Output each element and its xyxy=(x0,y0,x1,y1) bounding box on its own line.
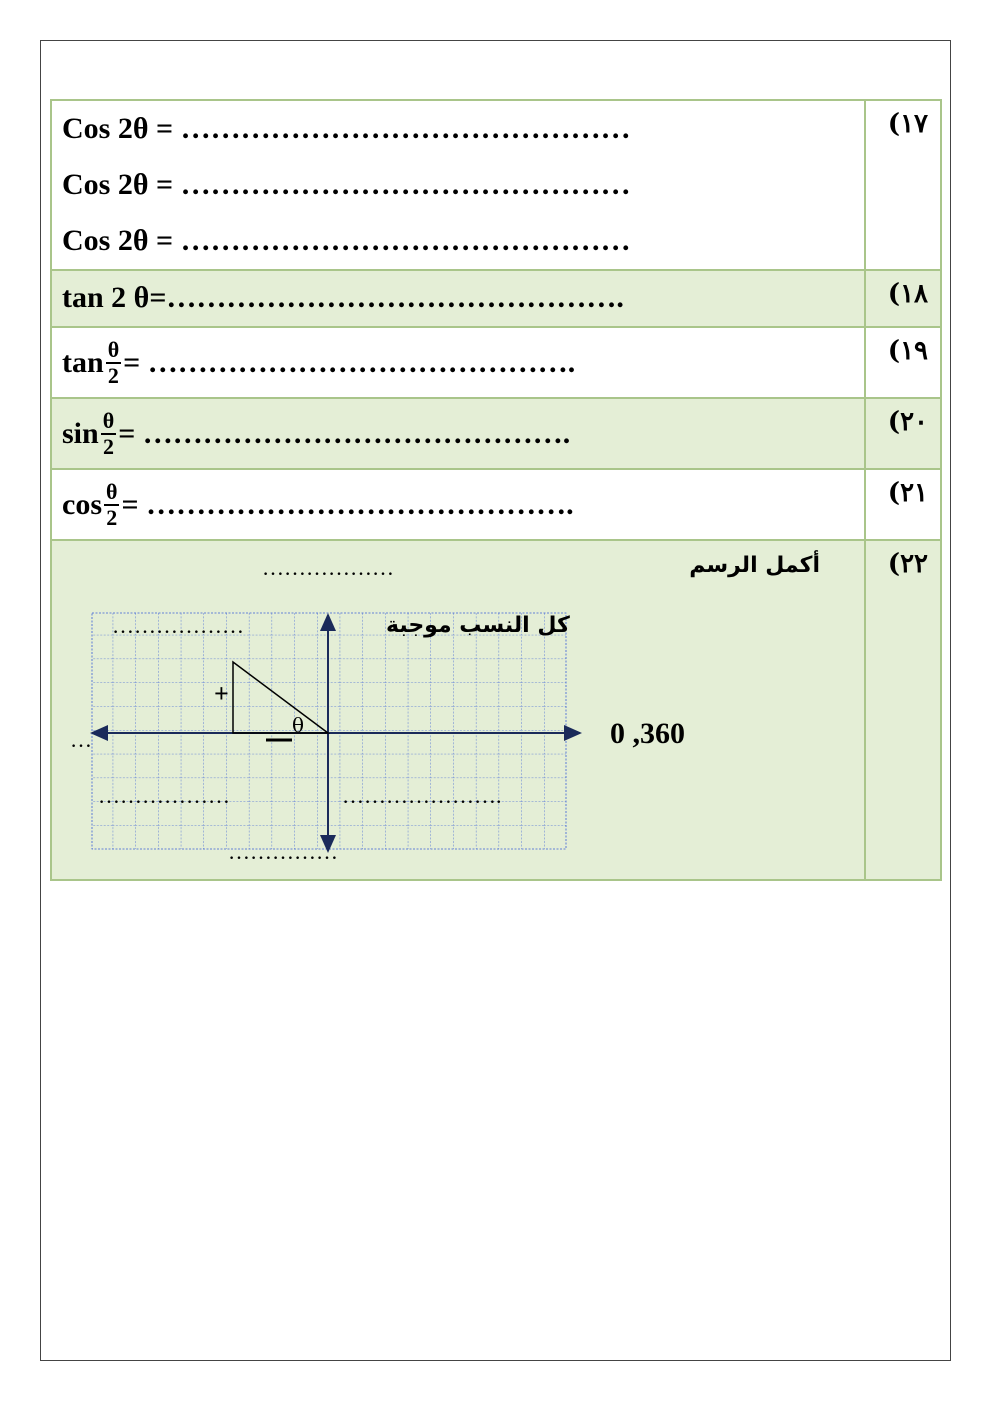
all-ratios-positive-label: كل النسب موجبة xyxy=(386,613,570,638)
left-axis-blank[interactable]: … xyxy=(70,727,92,752)
half-angle-fraction xyxy=(104,480,119,530)
fraction-denominator: 2 xyxy=(102,433,114,459)
unit-circle-grid-diagram xyxy=(90,611,590,861)
quadrant-3-blank[interactable]: ……………… xyxy=(98,783,230,808)
fraction-numerator: θ xyxy=(102,407,115,433)
question-22-content xyxy=(51,540,865,880)
fraction-denominator: 2 xyxy=(106,504,118,530)
question-20-row xyxy=(51,398,941,469)
cos2theta-line-3[interactable]: Cos 2θ = ……………………………………… xyxy=(62,224,631,257)
theta-angle-label: θ xyxy=(292,713,305,737)
question-22-row xyxy=(51,540,941,880)
fraction-numerator: θ xyxy=(106,478,118,504)
quadrant-2-blank[interactable]: ……………… xyxy=(112,613,244,638)
bottom-axis-blank[interactable]: …………… xyxy=(228,839,338,864)
cos2theta-line-1[interactable]: Cos 2θ = ……………………………………… xyxy=(62,112,631,145)
question-17-number: ١٧) xyxy=(865,100,941,270)
question-19-number: ١٩) xyxy=(865,327,941,398)
cos2theta-line-2[interactable]: Cos 2θ = ……………………………………… xyxy=(62,168,631,201)
question-17-row xyxy=(51,100,941,270)
quadrant-label-top-blank[interactable]: ……………… xyxy=(262,555,394,580)
angle-0-360-label: 0 ,360 xyxy=(610,717,685,750)
func-name: cos xyxy=(62,487,102,521)
question-18-content xyxy=(51,270,865,327)
fraction-numerator: θ xyxy=(107,336,120,362)
half-angle-fraction xyxy=(106,338,121,388)
question-21-number: ٢١) xyxy=(865,469,941,540)
cos-half-angle-line[interactable] xyxy=(52,470,864,539)
sin-half-angle-line[interactable] xyxy=(52,399,864,468)
quadrant-4-blank[interactable]: …………………. xyxy=(342,783,502,808)
complete-drawing-instruction: أكمل الرسم xyxy=(689,553,820,578)
question-21-content xyxy=(51,469,865,540)
question-21-row xyxy=(51,469,941,540)
tan2theta-line[interactable]: tan 2 θ=………………………………………. xyxy=(62,281,624,314)
answer-blank: = ……………………………………. xyxy=(123,345,576,379)
question-table xyxy=(50,99,942,881)
tan-half-angle-line[interactable] xyxy=(52,328,864,397)
question-20-content xyxy=(51,398,865,469)
question-18-number: ١٨) xyxy=(865,270,941,327)
question-20-number: ٢٠) xyxy=(865,398,941,469)
question-19-content xyxy=(51,327,865,398)
func-name: tan xyxy=(62,345,104,379)
plus-sign: + xyxy=(214,679,229,708)
question-18-row xyxy=(51,270,941,327)
func-name: sin xyxy=(62,416,99,450)
half-angle-fraction xyxy=(101,409,116,459)
fraction-denominator: 2 xyxy=(107,362,119,388)
question-22-number: ٢٢) xyxy=(865,540,941,880)
answer-blank: = ……………………………………. xyxy=(118,416,571,450)
question-19-row xyxy=(51,327,941,398)
answer-blank: = ……………………………………. xyxy=(121,487,574,521)
question-17-content xyxy=(51,100,865,270)
